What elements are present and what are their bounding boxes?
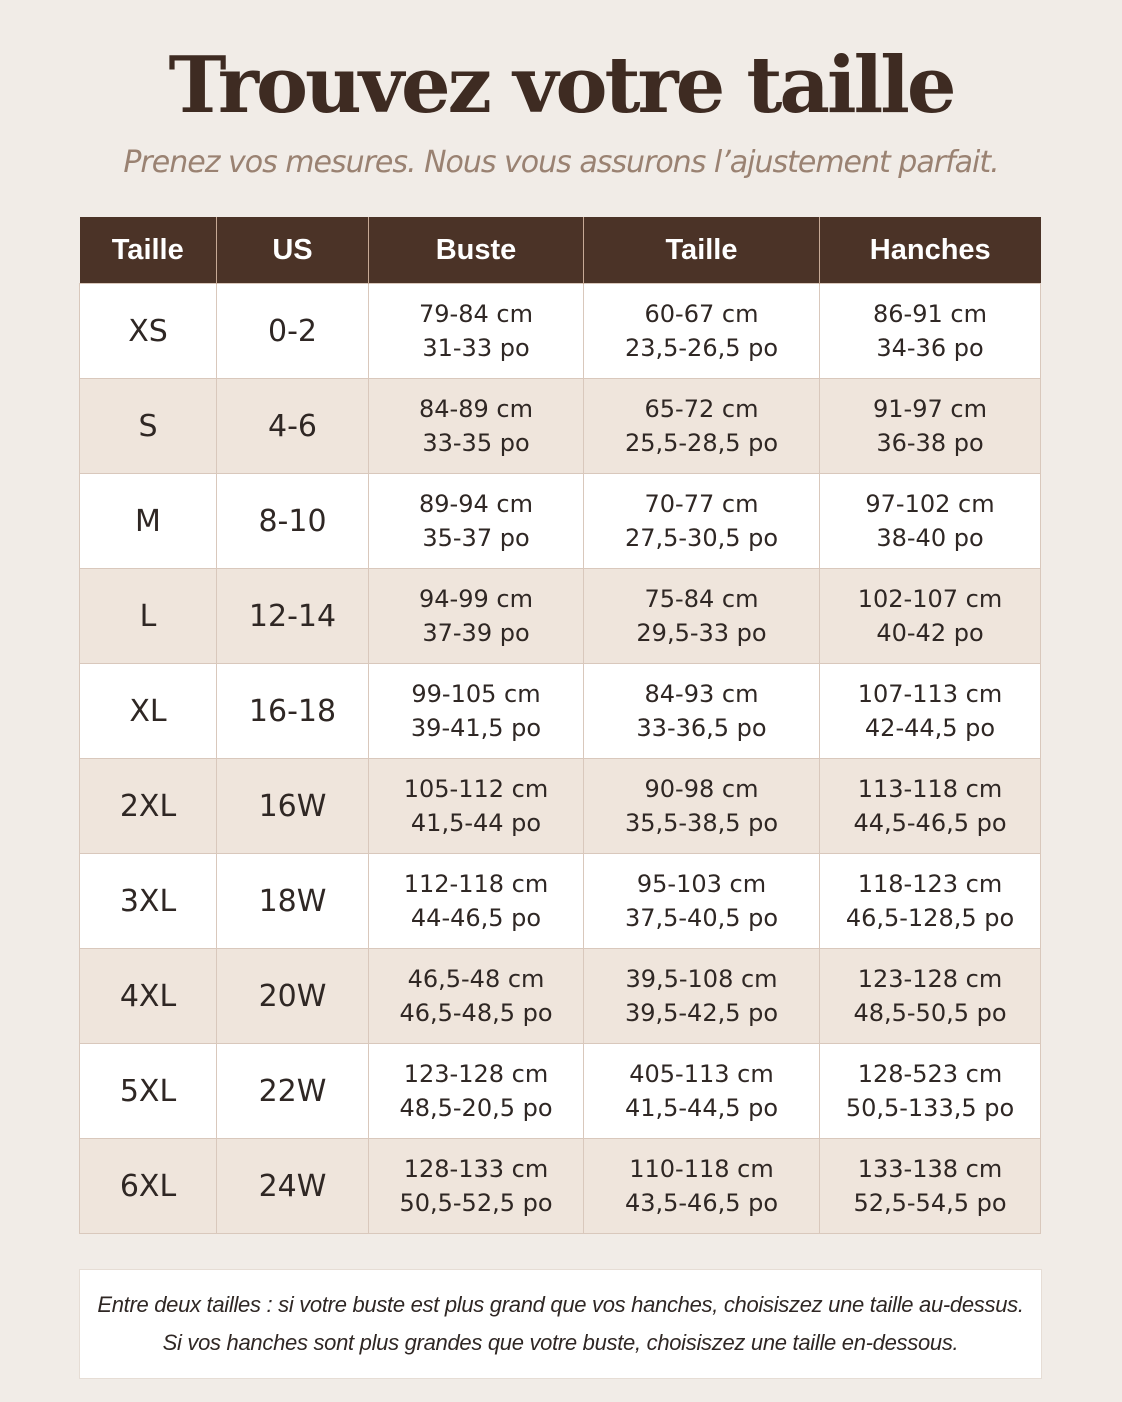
us-size-cell: 18W — [217, 854, 369, 949]
table-row — [80, 1044, 1041, 1139]
waist-cm: 90-98 cm — [644, 775, 759, 803]
size-cell: 5XL — [80, 1044, 217, 1139]
us-size-cell: 0-2 — [217, 284, 369, 379]
hips-in: 46,5-128,5 po — [845, 904, 1015, 932]
sizing-note — [79, 1269, 1042, 1379]
bust-cell — [369, 474, 584, 569]
hips-cm: 133-138 cm — [857, 1155, 1003, 1183]
bust-cell — [369, 949, 584, 1044]
table-row — [80, 379, 1041, 474]
us-size-cell: 4-6 — [217, 379, 369, 474]
waist-cell — [584, 1139, 820, 1234]
bust-cell — [369, 854, 584, 949]
waist-cm: 405-113 cm — [629, 1060, 774, 1088]
table-row — [80, 284, 1041, 379]
hips-in: 52,5-54,5 po — [853, 1189, 1007, 1217]
hips-cm: 113-118 cm — [857, 775, 1003, 803]
column-header-size: Taille — [80, 217, 217, 284]
hips-cell — [820, 949, 1041, 1044]
hips-cell — [820, 474, 1041, 569]
bust-in: 35-37 po — [422, 524, 530, 552]
waist-cm: 60-67 cm — [644, 300, 759, 328]
waist-cell — [584, 854, 820, 949]
waist-cell — [584, 1044, 820, 1139]
waist-in: 25,5-28,5 po — [624, 429, 779, 457]
table-header-row — [80, 217, 1041, 284]
bust-in: 33-35 po — [422, 429, 530, 457]
bust-cell — [369, 569, 584, 664]
waist-cm: 110-118 cm — [629, 1155, 774, 1183]
sizing-note-line-1: Entre deux tailles : si votre buste est plus grand que vos hanches, choisiszez une taille au-dessus. — [97, 1292, 1024, 1317]
us-size-cell: 24W — [217, 1139, 369, 1234]
waist-cell — [584, 569, 820, 664]
hips-in: 34-36 po — [876, 334, 984, 362]
bust-in: 39-41,5 po — [410, 714, 542, 742]
waist-cell — [584, 949, 820, 1044]
table-row — [80, 854, 1041, 949]
bust-cm: 99-105 cm — [411, 680, 541, 708]
page-title: Trouvez votre taille — [168, 40, 954, 131]
hips-in: 42-44,5 po — [864, 714, 996, 742]
us-size-cell: 8-10 — [217, 474, 369, 569]
us-size-cell: 16W — [217, 759, 369, 854]
waist-in: 29,5-33 po — [636, 619, 767, 647]
bust-cm: 123-128 cm — [403, 1060, 549, 1088]
waist-in: 33-36,5 po — [636, 714, 767, 742]
size-cell: L — [80, 569, 217, 664]
size-cell: S — [80, 379, 217, 474]
bust-in: 50,5-52,5 po — [399, 1189, 553, 1217]
hips-cell — [820, 1139, 1041, 1234]
hips-cell — [820, 664, 1041, 759]
bust-in: 46,5-48,5 po — [399, 999, 553, 1027]
bust-in: 41,5-44 po — [410, 809, 542, 837]
table-row — [80, 474, 1041, 569]
waist-cell — [584, 284, 820, 379]
waist-in: 39,5-42,5 po — [624, 999, 779, 1027]
bust-cm: 112-118 cm — [403, 870, 549, 898]
hips-in: 48,5-50,5 po — [853, 999, 1007, 1027]
waist-in: 27,5-30,5 po — [624, 524, 779, 552]
bust-in: 31-33 po — [422, 334, 530, 362]
size-cell: 3XL — [80, 854, 217, 949]
us-size-cell: 22W — [217, 1044, 369, 1139]
hips-cell — [820, 569, 1041, 664]
hips-cm: 107-113 cm — [857, 680, 1003, 708]
bust-cell — [369, 759, 584, 854]
hips-cell — [820, 1044, 1041, 1139]
table-row — [80, 949, 1041, 1044]
hips-in: 38-40 po — [876, 524, 984, 552]
size-cell: XS — [80, 284, 217, 379]
column-header-us: US — [217, 217, 369, 284]
bust-cell — [369, 1044, 584, 1139]
bust-cm: 105-112 cm — [403, 775, 549, 803]
size-cell: 6XL — [80, 1139, 217, 1234]
table-body — [80, 284, 1041, 1234]
hips-cm: 91-97 cm — [873, 395, 987, 423]
hips-cell — [820, 284, 1041, 379]
us-size-cell: 20W — [217, 949, 369, 1044]
bust-cell — [369, 664, 584, 759]
waist-cm: 39,5-108 cm — [625, 965, 778, 993]
bust-in: 37-39 po — [422, 619, 530, 647]
waist-cell — [584, 379, 820, 474]
waist-in: 23,5-26,5 po — [624, 334, 779, 362]
waist-cell — [584, 664, 820, 759]
table-header — [80, 217, 1041, 284]
size-cell: M — [80, 474, 217, 569]
bust-in: 44-46,5 po — [410, 904, 542, 932]
size-cell: 2XL — [80, 759, 217, 854]
hips-cell — [820, 854, 1041, 949]
size-cell: XL — [80, 664, 217, 759]
hips-cell — [820, 759, 1041, 854]
bust-cm: 79-84 cm — [419, 300, 533, 328]
sizing-note-line-2: Si vos hanches sont plus grandes que votre buste, choisiszez une taille en-dessous. — [162, 1330, 959, 1355]
waist-in: 35,5-38,5 po — [624, 809, 779, 837]
bust-in: 48,5-20,5 po — [399, 1094, 553, 1122]
size-cell: 4XL — [80, 949, 217, 1044]
hips-cm: 102-107 cm — [857, 585, 1003, 613]
waist-in: 41,5-44,5 po — [624, 1094, 779, 1122]
table-row — [80, 759, 1041, 854]
table-row — [80, 569, 1041, 664]
table-row — [80, 1139, 1041, 1234]
waist-cm: 75-84 cm — [644, 585, 759, 613]
hips-in: 50,5-133,5 po — [845, 1094, 1015, 1122]
page-subtitle: Prenez vos mesures. Nous vous assurons l’ajustement parfait. — [123, 145, 999, 180]
column-header-waist: Taille — [584, 217, 820, 284]
bust-cm: 94-99 cm — [419, 585, 533, 613]
bust-cm: 128-133 cm — [403, 1155, 549, 1183]
hips-cm: 123-128 cm — [857, 965, 1003, 993]
bust-cm: 46,5-48 cm — [407, 965, 545, 993]
column-header-hips: Hanches — [820, 217, 1041, 284]
waist-cm: 65-72 cm — [644, 395, 759, 423]
size-chart-table — [79, 217, 1041, 1234]
us-size-cell: 12-14 — [217, 569, 369, 664]
waist-in: 37,5-40,5 po — [624, 904, 779, 932]
bust-cm: 89-94 cm — [419, 490, 533, 518]
hips-cm: 118-123 cm — [857, 870, 1003, 898]
hips-cm: 128-523 cm — [857, 1060, 1003, 1088]
bust-cell — [369, 284, 584, 379]
us-size-cell: 16-18 — [217, 664, 369, 759]
bust-cell — [369, 379, 584, 474]
table-row — [80, 664, 1041, 759]
waist-cell — [584, 759, 820, 854]
waist-in: 43,5-46,5 po — [624, 1189, 779, 1217]
bust-cell — [369, 1139, 584, 1234]
waist-cm: 95-103 cm — [636, 870, 767, 898]
waist-cm: 70-77 cm — [644, 490, 759, 518]
waist-cell — [584, 474, 820, 569]
hips-cm: 97-102 cm — [865, 490, 995, 518]
hips-cm: 86-91 cm — [873, 300, 987, 328]
hips-in: 40-42 po — [876, 619, 984, 647]
waist-cm: 84-93 cm — [644, 680, 759, 708]
hips-in: 36-38 po — [876, 429, 984, 457]
hips-cell — [820, 379, 1041, 474]
bust-cm: 84-89 cm — [419, 395, 533, 423]
column-header-bust: Buste — [369, 217, 584, 284]
hips-in: 44,5-46,5 po — [853, 809, 1007, 837]
